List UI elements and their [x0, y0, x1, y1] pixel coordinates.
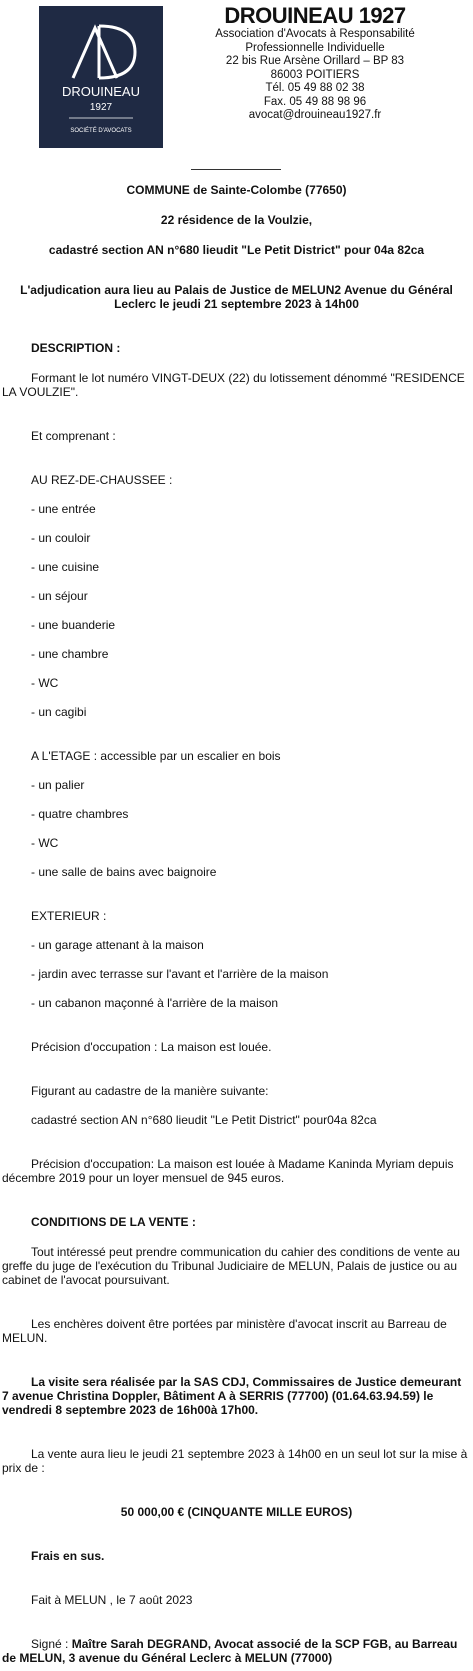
- logo-wordmark: DROUINEAU: [61, 84, 141, 99]
- signature-text: Signé : Maître Sarah DEGRAND, Avocat associé de la SCP FGB, au Barreau: [31, 1637, 458, 1651]
- conditions-line: greffe du juge de l'exécution du Tribunal Judiciaire de MELUN, Palais de justice ou au: [2, 1259, 458, 1273]
- list-item: - un palier: [31, 778, 85, 792]
- list-item: - un séjour: [31, 589, 88, 603]
- lot-line: Formant le lot numéro VINGT-DEUX (22) du lotissement dénommé "RESIDENCE: [31, 371, 465, 385]
- firm-logo: [39, 6, 163, 148]
- cadastre-intro: Figurant au cadastre de la manière suivante:: [31, 1084, 269, 1098]
- fait-line: Fait à MELUN , le 7 août 2023: [31, 1593, 193, 1607]
- firm-city: 86003 POITIERS: [270, 68, 360, 81]
- list-item: - une cuisine: [31, 560, 100, 574]
- cadastre-heading: cadastré section AN n°680 lieudit "Le Petit District" pour 04a 82ca: [48, 243, 425, 257]
- firm-name: DROUINEAU 1927: [224, 3, 406, 28]
- divider: [191, 169, 281, 170]
- list-item: - une entrée: [31, 502, 96, 516]
- adjudication-line: Leclerc le jeudi 21 septembre 2023 à 14h00: [114, 297, 359, 311]
- list-item: - une buanderie: [31, 618, 116, 632]
- monogram-icon: [39, 6, 163, 148]
- list-item: - quatre chambres: [31, 807, 129, 821]
- adjudication-line: L'adjudication aura lieu au Palais de Justice de MELUN2 Avenue du Général: [20, 283, 453, 297]
- firm-line: Association d'Avocats à Responsabilité: [215, 28, 415, 40]
- mise-a-prix: 50 000,00 € (CINQUANTE MILLE EUROS): [120, 1505, 353, 1519]
- firm-info: [190, 4, 440, 123]
- list-item: - une salle de bains avec baignoire: [31, 865, 217, 879]
- list-item: - un couloir: [31, 531, 91, 545]
- conditions-line: cabinet de l'avocat poursuivant.: [2, 1273, 170, 1287]
- firm-address: 22 bis Rue Arsène Orillard – BP 83: [225, 55, 405, 67]
- rdc-title: AU REZ-DE-CHAUSSEE :: [31, 473, 173, 487]
- list-item: - jardin avec terrasse sur l'avant et l'arrière de la maison: [31, 967, 329, 981]
- firm-email: avocat@drouineau1927.fr: [248, 109, 382, 121]
- conditions-line: Tout intéressé peut prendre communication du cahier des conditions de vente au: [31, 1245, 460, 1259]
- signature-line: [31, 1637, 457, 1651]
- occupation-line: décembre 2019 pour un loyer mensuel de 945 euros.: [2, 1171, 285, 1185]
- address-heading: 22 résidence de la Voulzie,: [160, 213, 313, 227]
- visite-line: 7 avenue Christina Doppler, Bâtiment A à SERRIS (77700) (01.64.63.94.59) le: [2, 1389, 434, 1403]
- list-item: - une chambre: [31, 647, 109, 661]
- etage-title: A L'ETAGE : accessible par un escalier en bois: [31, 749, 281, 763]
- vente-line: La vente aura lieu le jeudi 21 septembre 2023 à 14h00 en un seul lot sur la mise à: [31, 1447, 468, 1461]
- visite-line: La visite sera réalisée par la SAS CDJ, Commissaires de Justice demeurant: [31, 1375, 462, 1389]
- comprenant-line: Et comprenant :: [31, 429, 116, 443]
- firm-line: Professionnelle Individuelle: [245, 41, 385, 54]
- exterieur-title: EXTERIEUR :: [31, 909, 107, 923]
- occupation-short: Précision d'occupation : La maison est louée.: [31, 1040, 272, 1054]
- occupation-line: Précision d'occupation: La maison est louée à Madame Kaninda Myriam depuis: [31, 1157, 454, 1171]
- list-item: - un cabanon maçonné à l'arrière de la maison: [31, 996, 279, 1010]
- firm-fax: Fax. 05 49 88 98 96: [263, 95, 367, 108]
- list-item: - WC: [31, 676, 59, 690]
- logo-year: 1927: [89, 102, 113, 113]
- list-item: - WC: [31, 836, 59, 850]
- signature-line: de MELUN, 3 avenue du Général Leclerc à MELUN (77000): [2, 1651, 333, 1665]
- visite-line: vendredi 8 septembre 2023 de 16h00à 17h00.: [2, 1403, 259, 1417]
- vente-line: prix de :: [2, 1461, 45, 1475]
- encheres-line: MELUN.: [2, 1331, 48, 1345]
- cadastre-line: cadastré section AN n°680 lieudit "Le Petit District" pour04a 82ca: [31, 1113, 377, 1127]
- description-title: DESCRIPTION :: [31, 341, 121, 355]
- logo-tagline: SOCIÉTÉ D'AVOCATS: [70, 128, 132, 134]
- frais-line: Frais en sus.: [31, 1549, 105, 1563]
- firm-phone: Tél. 05 49 88 02 38: [265, 82, 365, 94]
- list-item: - un cagibi: [31, 705, 87, 719]
- commune-heading: COMMUNE de Sainte-Colombe (77650): [126, 183, 347, 197]
- conditions-title: CONDITIONS DE LA VENTE :: [31, 1215, 196, 1229]
- list-item: - un garage attenant à la maison: [31, 938, 204, 952]
- lot-line: LA VOULZIE".: [2, 385, 79, 399]
- encheres-line: Les enchères doivent être portées par ministère d'avocat inscrit au Barreau de: [31, 1317, 447, 1331]
